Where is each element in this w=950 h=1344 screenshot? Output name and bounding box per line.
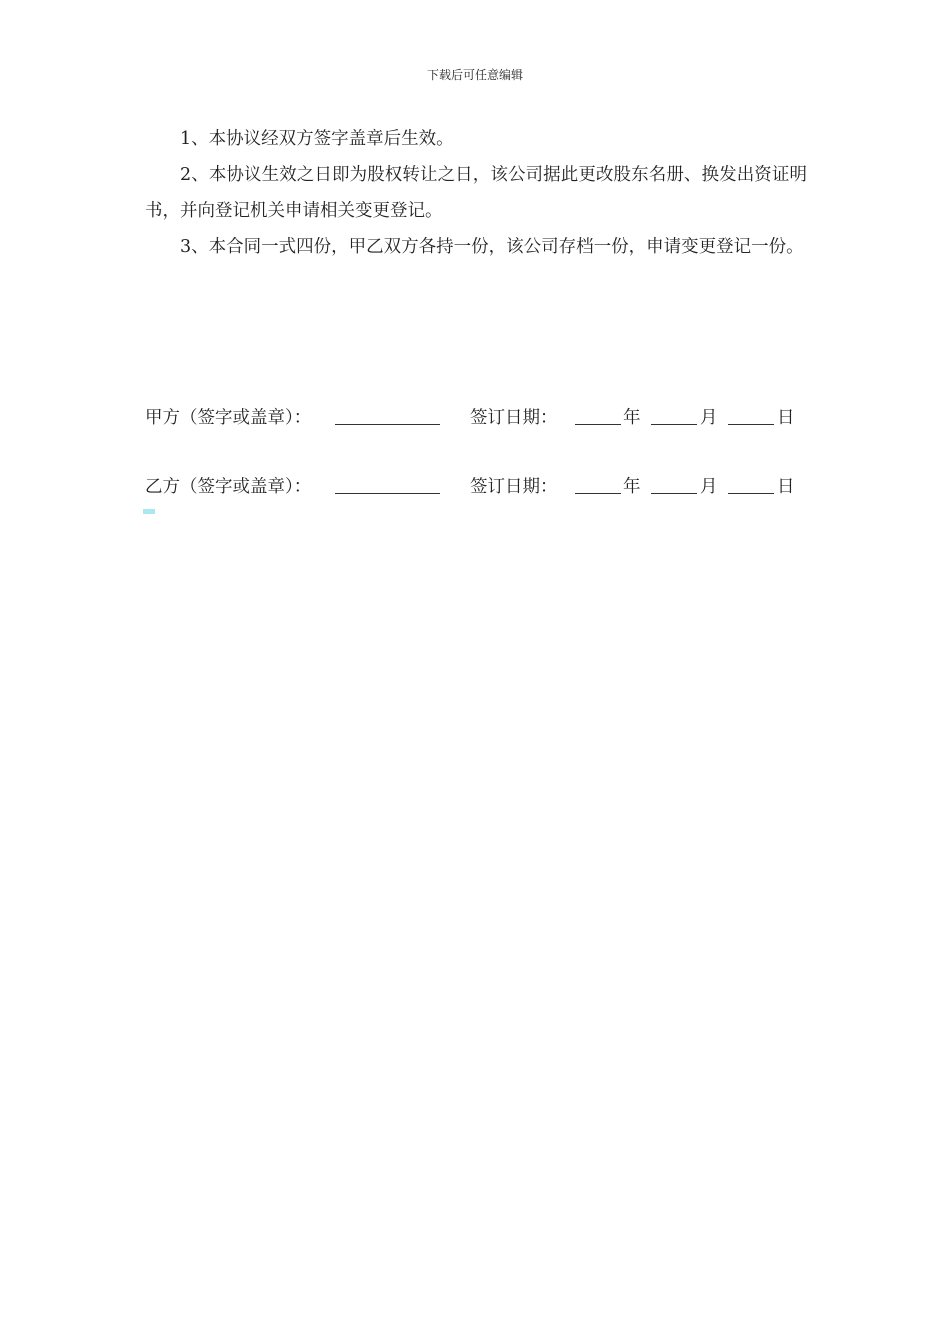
party-a-month-blank[interactable]	[651, 404, 697, 425]
agreement-body	[145, 121, 807, 265]
party-a-label: 甲方（签字或盖章）：	[145, 408, 312, 428]
party-b-signature-row	[145, 473, 807, 501]
party-b-day-label: 日	[777, 477, 795, 497]
party-b-month-blank[interactable]	[651, 473, 697, 494]
party-b-signature-blank[interactable]	[335, 473, 440, 494]
party-b-year-label: 年	[623, 477, 641, 497]
clause-3: 3、本合同一式四份，甲乙双方各持一份，该公司存档一份，申请变更登记一份。	[180, 237, 804, 257]
party-a-year-blank[interactable]	[575, 404, 621, 425]
party-b-year-blank[interactable]	[575, 473, 621, 494]
party-b-month-label: 月	[700, 477, 718, 497]
party-a-year-label: 年	[623, 408, 641, 428]
party-a-signature-row	[145, 404, 807, 432]
page-header: 下载后可任意编辑	[426, 68, 523, 82]
party-a-day-label: 日	[777, 408, 795, 428]
text-cursor-highlight	[143, 509, 155, 514]
party-b-label: 乙方（签字或盖章）：	[145, 477, 312, 497]
clause-1: 1、本协议经双方签字盖章后生效。	[180, 129, 454, 149]
clause-2: 2、本协议生效之日即为股权转让之日，该公司据此更改股东名册、换发出资证明书，并向登记机关申请相关变更登记。	[145, 165, 807, 221]
party-a-date-label: 签订日期：	[470, 408, 558, 428]
party-a-day-blank[interactable]	[728, 404, 774, 425]
party-a-month-label: 月	[700, 408, 718, 428]
party-b-date-label: 签订日期：	[470, 477, 558, 497]
party-a-signature-blank[interactable]	[335, 404, 440, 425]
party-b-day-blank[interactable]	[728, 473, 774, 494]
